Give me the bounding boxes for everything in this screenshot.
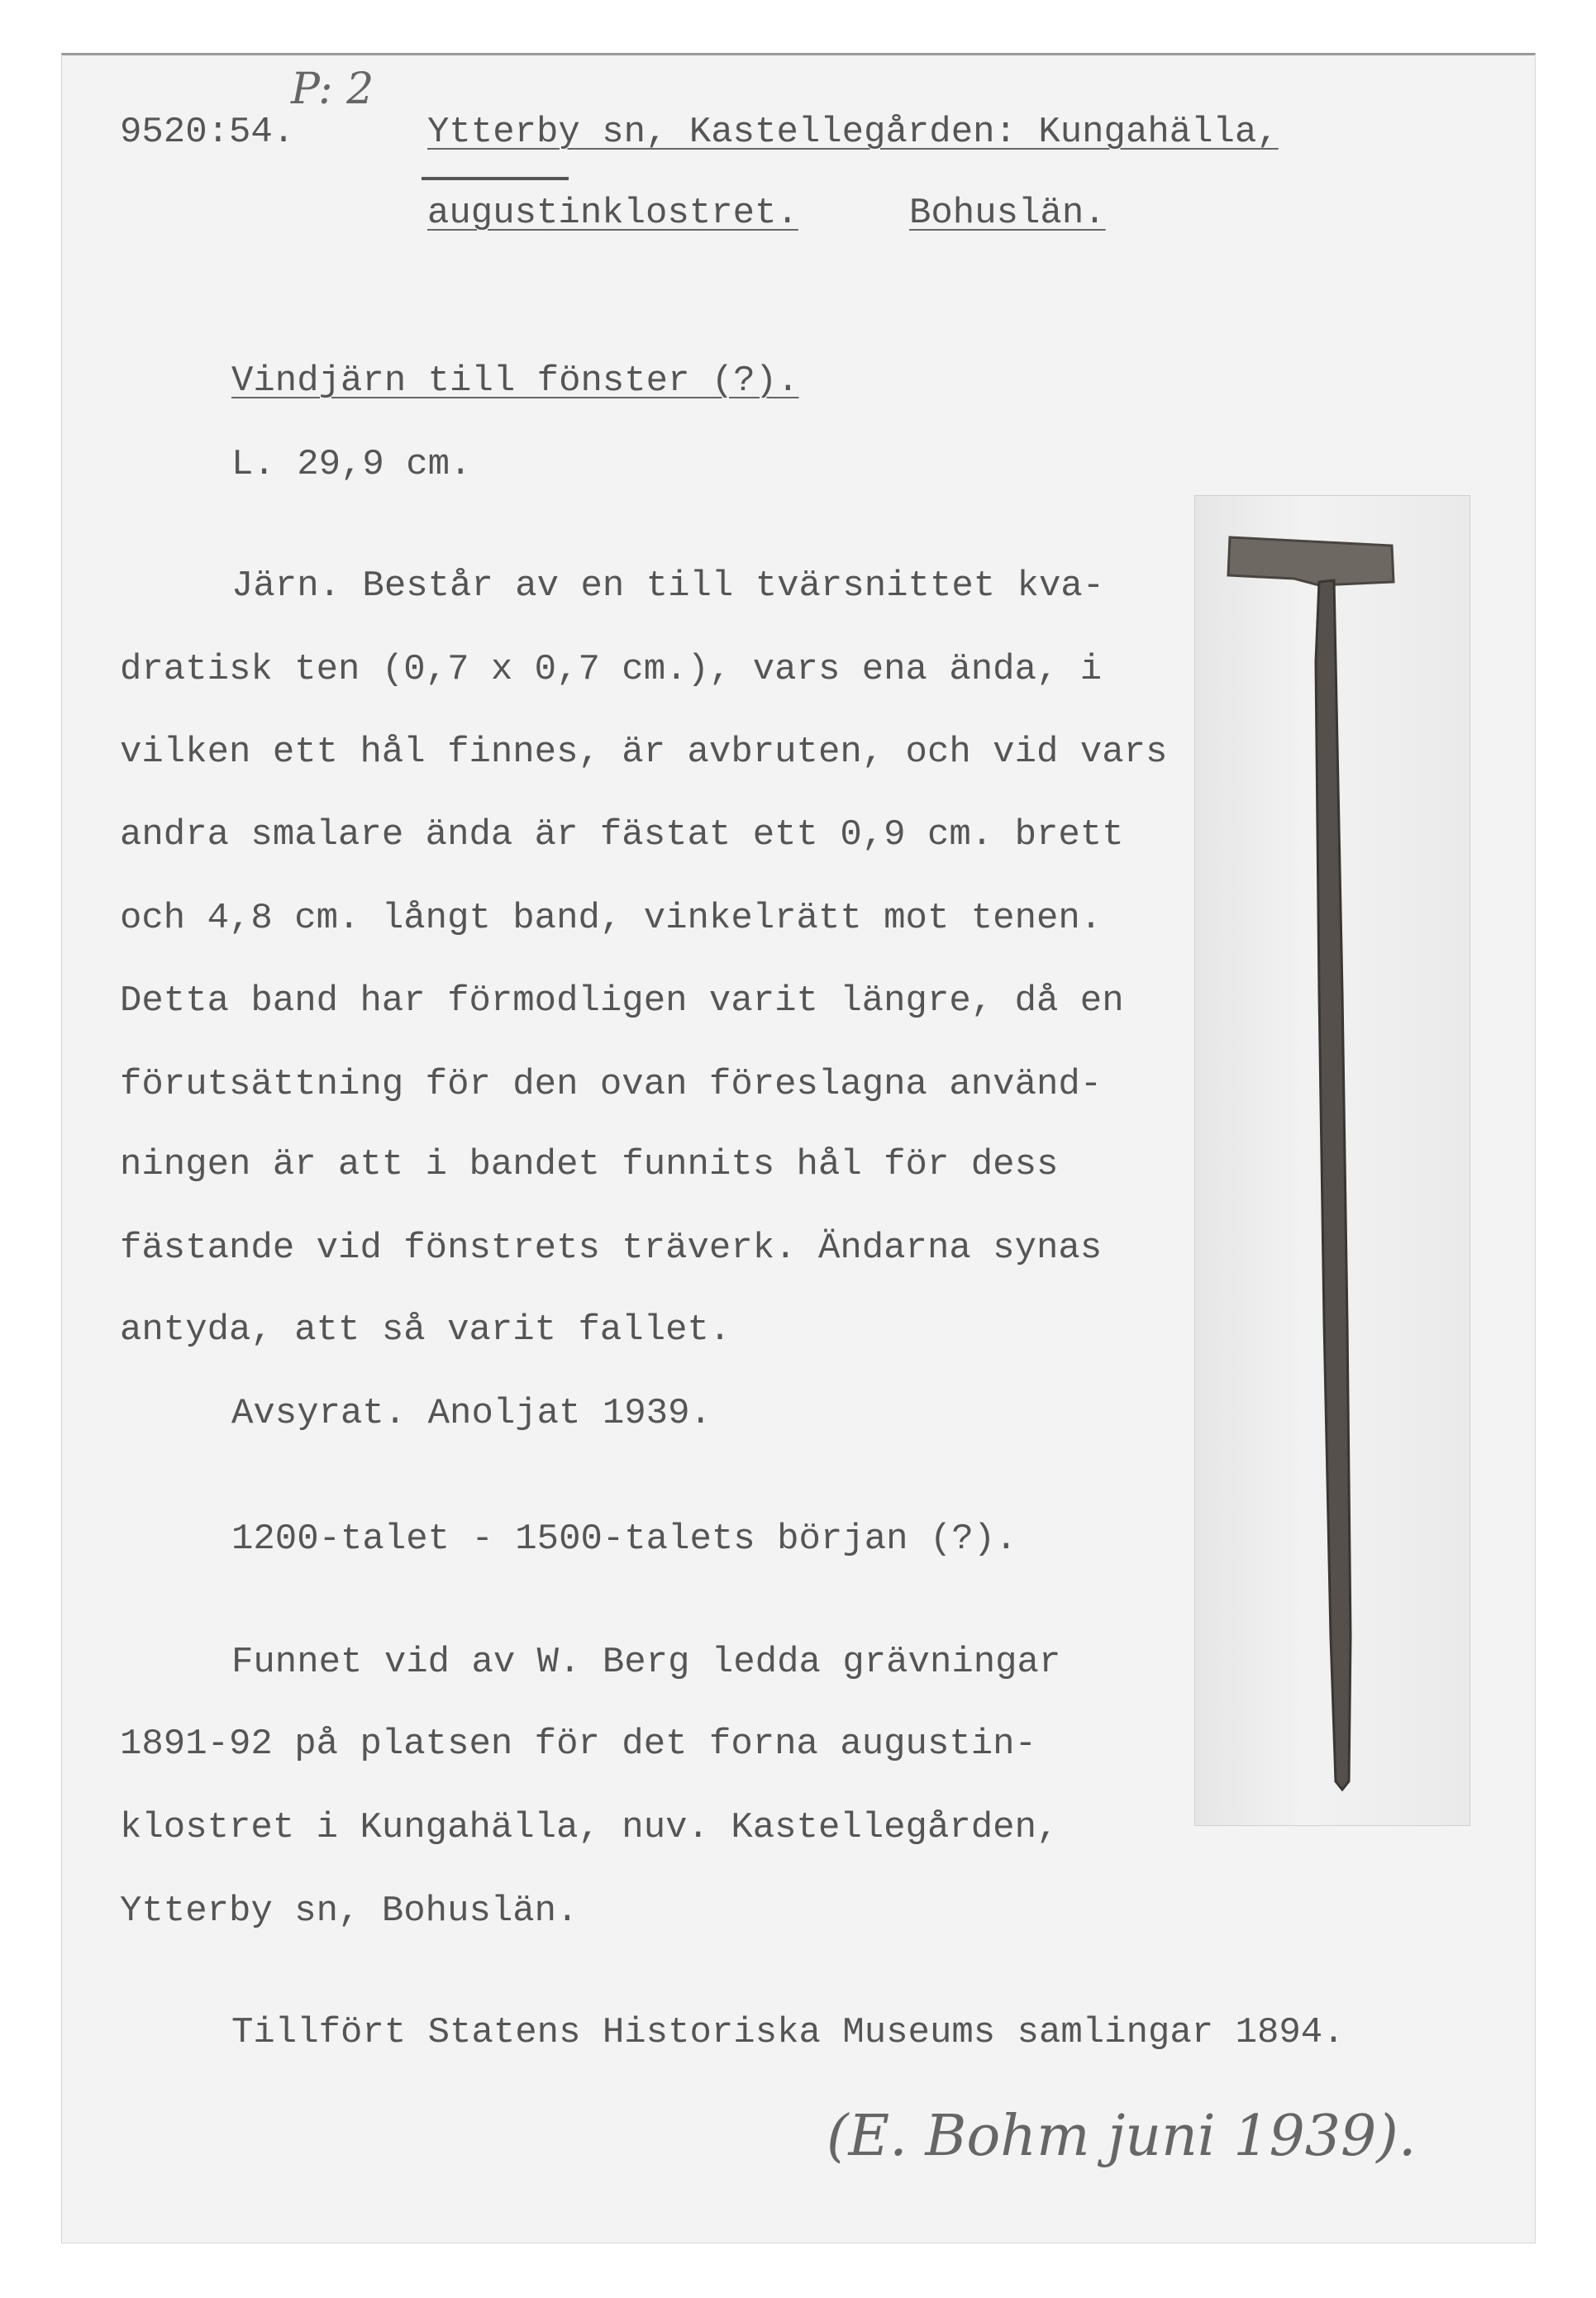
acquisition: Tillfört Statens Historiska Museums samlingar 1894. (231, 2012, 1345, 2053)
window-iron-image (1195, 496, 1470, 1825)
description-line: ningen är att i bandet funnits hål för dess (120, 1144, 1059, 1185)
find-line: klostret i Kungahälla, nuv. Kastellegården, (120, 1807, 1059, 1848)
province: Bohuslän. (909, 193, 1106, 234)
description-line: andra smalare ända är fästat ett 0,9 cm. brett (120, 814, 1124, 856)
object-title: Vindjärn till fönster (?). (231, 360, 799, 402)
underline-mark (422, 177, 569, 180)
find-line: Funnet vid av W. Berg ledda grävningar (231, 1642, 1061, 1683)
find-line: Ytterby sn, Bohuslän. (120, 1890, 579, 1932)
description-line: fästande vid fönstrets träverk. Ändarna synas (120, 1228, 1103, 1269)
dating: 1200-talet - 1500-talets början (?). (231, 1518, 1017, 1560)
description-line: dratisk ten (0,7 x 0,7 cm.), vars ena ända, i (120, 649, 1103, 690)
description-line: Detta band har förmodligen varit längre, då en (120, 980, 1124, 1022)
catalog-number: 9520:54. (120, 112, 295, 153)
description-line: antyda, att så varit fallet. (120, 1309, 731, 1351)
description-line: vilken ett hål finnes, är avbruten, och vid vars (120, 732, 1168, 773)
signature: (E. Bohm juni 1939). (827, 2104, 1417, 2169)
object-photo (1194, 495, 1470, 1826)
description-line: förutsättning för den ovan föreslagna använd- (120, 1064, 1103, 1105)
description-line: Järn. Består av en till tvärsnittet kva- (231, 565, 1105, 607)
length: L. 29,9 cm. (231, 444, 472, 485)
location-line-1: Ytterby sn, Kastellegården: Kungahälla, (427, 112, 1279, 153)
find-line: 1891-92 på platsen för det forna augustin- (120, 1724, 1036, 1765)
description-line: och 4,8 cm. långt band, vinkelrätt mot tenen. (120, 898, 1103, 939)
location-line-2: augustinklostret. (427, 193, 798, 234)
page-mark: P: 2 (291, 64, 374, 114)
conservation: Avsyrat. Anoljat 1939. (231, 1393, 712, 1434)
